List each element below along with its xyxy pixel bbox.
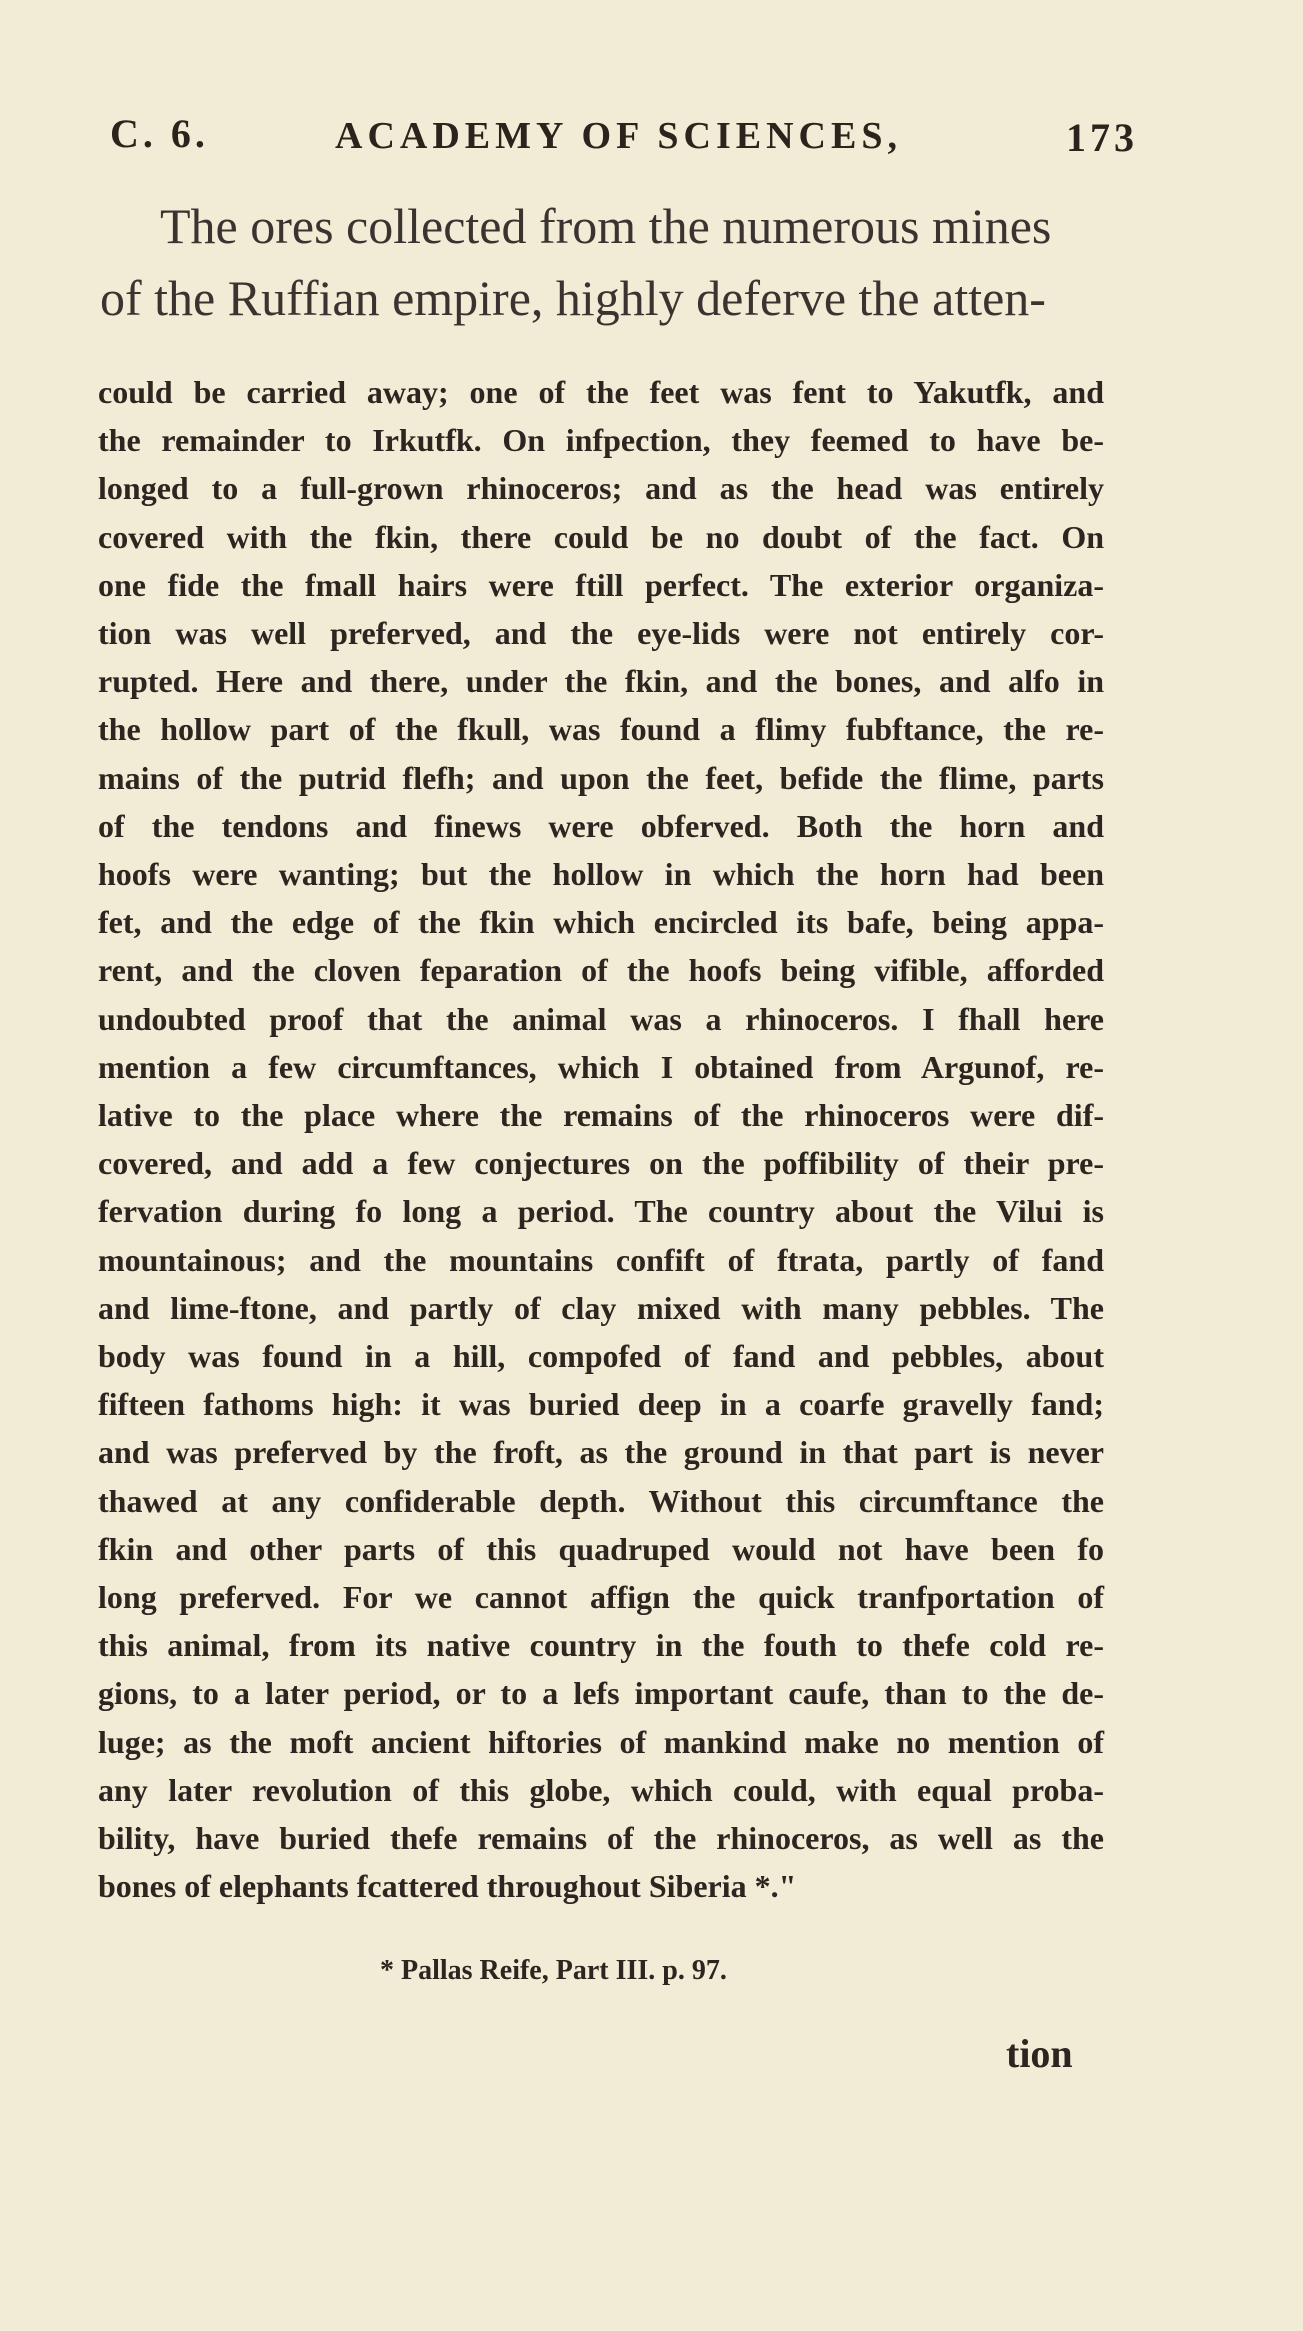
body-text <box>98 368 1104 1911</box>
text-line: long preferved. For we cannot affign the quick tranfportation of <box>98 1579 1104 1616</box>
text-line: tion was well preferved, and the eye-lids were not entirely cor- <box>98 615 1104 652</box>
text-line: mention a few circumftances, which I obtained from Argunof, re- <box>98 1048 1104 1085</box>
text-line: thawed at any confiderable depth. Without this circumftance the <box>98 1482 1104 1519</box>
text-line: covered, and add a few conjectures on the poffibility of their pre- <box>98 1145 1104 1182</box>
text-line: undoubted proof that the animal was a rhinoceros. I fhall here <box>98 1000 1104 1037</box>
page-number: 173 <box>1066 115 1138 160</box>
text-line: bones of elephants fcattered throughout Siberia *." <box>98 1868 797 1905</box>
running-title: ACADEMY OF SCIENCES, <box>335 115 902 157</box>
text-line: mains of the putrid flefh; and upon the feet, befide the flime, parts <box>98 759 1104 796</box>
text-line: the remainder to Irkutfk. On infpection, they feemed to have be- <box>98 422 1104 459</box>
text-line: this animal, from its native country in the fouth to thefe cold re- <box>98 1627 1104 1664</box>
text-line: fifteen fathoms high: it was buried deep in a coarfe gravelly fand; <box>98 1386 1104 1423</box>
overlay-line: of the Ruffian empire, highly deferve the atten- <box>100 270 1046 326</box>
text-line: fervation during fo long a period. The country about the Vilui is <box>98 1193 1104 1230</box>
overlay-line: The ores collected from the numerous mines <box>160 198 1052 254</box>
chapter-marker: C. 6. <box>110 111 209 156</box>
text-line: fet, and the edge of the fkin which encircled its bafe, being appa- <box>98 904 1104 941</box>
text-line: and was preferved by the froft, as the ground in that part is never <box>98 1434 1104 1471</box>
text-line: rent, and the cloven feparation of the hoofs being vifible, afforded <box>98 952 1104 989</box>
text-line: luge; as the moft ancient hiftories of mankind make no mention of <box>98 1723 1104 1760</box>
text-line: the hollow part of the fkull, was found a flimy fubftance, the re- <box>98 711 1104 748</box>
running-head <box>110 110 1138 170</box>
catchword: tion <box>1006 2031 1073 2076</box>
text-line: any later revolution of this globe, which could, with equal proba- <box>98 1771 1104 1808</box>
text-line: and lime-ftone, and partly of clay mixed with many pebbles. The <box>98 1289 1104 1326</box>
text-line: body was found in a hill, compofed of fand and pebbles, about <box>98 1338 1104 1375</box>
text-line: lative to the place where the remains of the rhinoceros were dif- <box>98 1097 1104 1134</box>
text-line: rupted. Here and there, under the fkin, and the bones, and alfo in <box>98 663 1104 700</box>
text-line: of the tendons and finews were obferved. Both the horn and <box>98 807 1104 844</box>
text-line: fkin and other parts of this quadruped would not have been fo <box>98 1530 1104 1567</box>
text-line: mountainous; and the mountains confift of ftrata, partly of fand <box>98 1241 1104 1278</box>
text-line: covered with the fkin, there could be no doubt of the fact. On <box>98 518 1104 555</box>
text-line: could be carried away; one of the feet was fent to Yakutfk, and <box>98 374 1104 410</box>
text-line: longed to a full-grown rhinoceros; and as the head was entirely <box>98 470 1104 507</box>
footnote: * Pallas Reife, Part III. p. 97. <box>380 1955 727 1986</box>
text-line: hoofs were wanting; but the hollow in which the horn had been <box>98 856 1104 893</box>
text-line: one fide the fmall hairs were ftill perfect. The exterior organiza- <box>98 566 1104 603</box>
text-line: gions, to a later period, or to a lefs important caufe, than to the de- <box>98 1675 1104 1712</box>
overlapping-slip-text <box>100 190 1140 334</box>
text-line: bility, have buried thefe remains of the rhinoceros, as well as the <box>98 1820 1104 1857</box>
